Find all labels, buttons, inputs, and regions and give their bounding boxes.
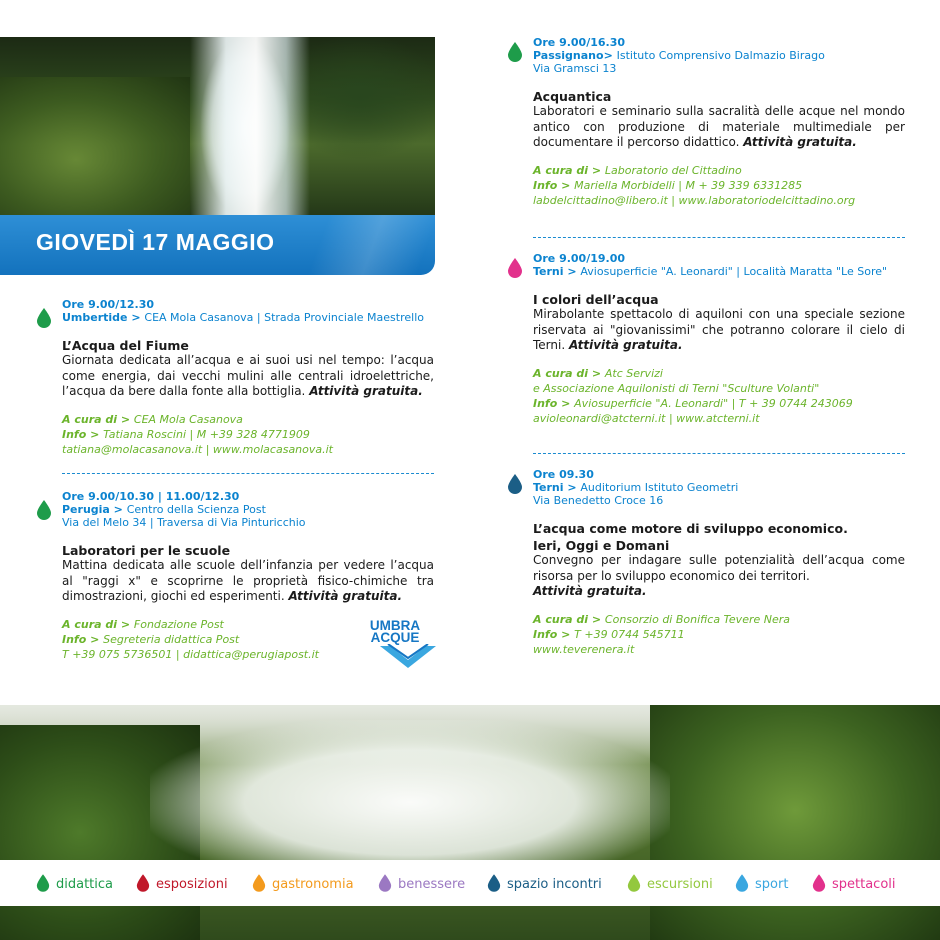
event-credits: A cura di > Consorzio di Bonifica Tevere Nera Info > T +39 0744 545711 www.teverenera.it bbox=[533, 612, 905, 657]
event-title: Acquantica bbox=[533, 89, 612, 104]
dashed-separator bbox=[533, 453, 905, 454]
event-place: Terni > Aviosuperficie "A. Leonardi" | Località Maratta "Le Sore" bbox=[533, 265, 888, 278]
event-time: Ore 9.00/12.30 bbox=[62, 298, 155, 311]
drop-icon bbox=[487, 874, 501, 892]
logo-chevron-icon bbox=[380, 644, 436, 670]
drop-icon bbox=[735, 874, 749, 892]
event-left-1 bbox=[62, 298, 434, 457]
event-title: Laboratori per le scuole bbox=[62, 543, 231, 558]
legend-esposizioni: esposizioni bbox=[136, 874, 228, 892]
event-description: Convegno per indagare sulle potenzialità dell’acqua come risorsa per lo sviluppo economico dei territori. Attività gratuita. bbox=[533, 553, 905, 598]
event-contact-link[interactable]: T +39 075 5736501 | didattica@perugiapost.it bbox=[62, 647, 319, 661]
event-place: Terni > Auditorium Istituto Geometri bbox=[533, 481, 739, 494]
drop-icon bbox=[36, 500, 52, 520]
event-time: Ore 9.00/19.00 bbox=[533, 252, 626, 265]
event-time: Ore 9.00/10.30 | 11.00/12.30 bbox=[62, 490, 240, 503]
moss-area bbox=[0, 77, 190, 215]
event-time: Ore 09.30 bbox=[533, 468, 594, 481]
event-right-3 bbox=[533, 468, 905, 657]
drop-icon bbox=[252, 874, 266, 892]
logo-text: UMBRA ACQUE bbox=[369, 618, 421, 645]
event-contact-link[interactable]: avioleonardi@atcterni.it | www.atcterni.it bbox=[533, 411, 760, 425]
event-credits: A cura di > Fondazione Post Info > Segreteria didattica Post T +39 075 5736501 | didattica@perugiapost.it bbox=[62, 617, 434, 662]
falls-highlight bbox=[190, 37, 310, 215]
event-credits: A cura di > Laboratorio del Cittadino Info > Mariella Morbidelli | M + 39 339 6331285 labdelcittadino@libero.it | www.laboratoriodelcittadino.org bbox=[533, 163, 905, 208]
legend-spazio-incontri: spazio incontri bbox=[487, 874, 602, 892]
event-credits: A cura di > Atc Servizi e Associazione Aquilonisti di Terni "Sculture Volanti" Info > Aviosuperficie "A. Leonardi" | T + 39 0744 243069 avioleonardi@atcterni.it | www.atcterni.it bbox=[533, 366, 905, 426]
legend-didattica: didattica bbox=[36, 874, 113, 892]
page-title: GIOVEDÌ 17 MAGGIO bbox=[36, 229, 275, 255]
legend-benessere: benessere bbox=[378, 874, 465, 892]
event-contact-link[interactable]: tatiana@molacasanova.it | www.molacasanova.it bbox=[62, 442, 333, 456]
event-address: Via Benedetto Croce 16 bbox=[533, 494, 664, 507]
drop-icon bbox=[507, 42, 523, 62]
drop-icon bbox=[136, 874, 150, 892]
drop-icon bbox=[36, 874, 50, 892]
umbra-acque-logo bbox=[352, 620, 438, 670]
drop-icon bbox=[507, 474, 523, 494]
event-credits: A cura di > CEA Mola Casanova Info > Tatiana Roscini | M +39 328 4771909 tatiana@molacasanova.it | www.molacasanova.it bbox=[62, 412, 434, 457]
event-description: Mirabolante spettacolo di aquiloni con una speciale sezione riservata ai "giovanissimi" che potranno colorare il cielo di Terni. Attività gratuita. bbox=[533, 307, 905, 352]
legend-escursioni: escursioni bbox=[627, 874, 713, 892]
event-place: Perugia > Centro della Scienza Post bbox=[62, 503, 266, 516]
date-band bbox=[0, 215, 435, 275]
falls-highlight bbox=[150, 720, 670, 870]
category-legend bbox=[0, 860, 940, 906]
drop-icon bbox=[812, 874, 826, 892]
event-place: Passignano> Istituto Comprensivo Dalmazio Birago bbox=[533, 49, 825, 62]
event-title: L’acqua come motore di sviluppo economico. bbox=[533, 521, 848, 536]
legend-spettacoli: spettacoli bbox=[812, 874, 896, 892]
drop-icon bbox=[627, 874, 641, 892]
event-description: Giornata dedicata all’acqua e ai suoi usi nel tempo: l’acqua come energia, dai vecchi mulini alle centrali idroelettriche, l’acqua da bere dalla fonte alla bottiglia. Attività gratuita. bbox=[62, 353, 434, 398]
event-description: Mattina dedicata alle scuole dell’infanzia per vedere l’acqua al "raggi x" e scoprirne le proprietà fisico-chimiche tra dimostrazioni, giochi ed esperimenti. Attività gratuita. bbox=[62, 558, 434, 603]
event-time: Ore 9.00/16.30 bbox=[533, 36, 626, 49]
drop-icon bbox=[378, 874, 392, 892]
dashed-separator bbox=[62, 473, 434, 474]
event-description: Laboratori e seminario sulla sacralità delle acque nel mondo antico con produzione di materiale multimediale per documentare il percorso didattico. Attività gratuita. bbox=[533, 104, 905, 149]
event-place: Umbertide > CEA Mola Casanova | Strada Provinciale Maestrello bbox=[62, 311, 424, 324]
event-address: Via del Melo 34 | Traversa di Via Pinturicchio bbox=[62, 516, 306, 529]
event-title: L’Acqua del Fiume bbox=[62, 338, 189, 353]
band-sheen bbox=[275, 215, 435, 275]
event-address: Via Gramsci 13 bbox=[533, 62, 617, 75]
event-title: I colori dell’acqua bbox=[533, 292, 659, 307]
event-right-2 bbox=[533, 252, 905, 426]
event-contact-link[interactable]: www.teverenera.it bbox=[533, 642, 635, 656]
event-contact-link[interactable]: labdelcittadino@libero.it | www.laboratoriodelcittadino.org bbox=[533, 193, 856, 207]
event-right-1 bbox=[533, 36, 905, 208]
waterfall-photo-top bbox=[0, 37, 435, 215]
legend-gastronomia: gastronomia bbox=[252, 874, 354, 892]
drop-icon bbox=[36, 308, 52, 328]
legend-sport: sport bbox=[735, 874, 788, 892]
drop-icon bbox=[507, 258, 523, 278]
event-subtitle: Ieri, Oggi e Domani bbox=[533, 538, 670, 553]
dashed-separator bbox=[533, 237, 905, 238]
